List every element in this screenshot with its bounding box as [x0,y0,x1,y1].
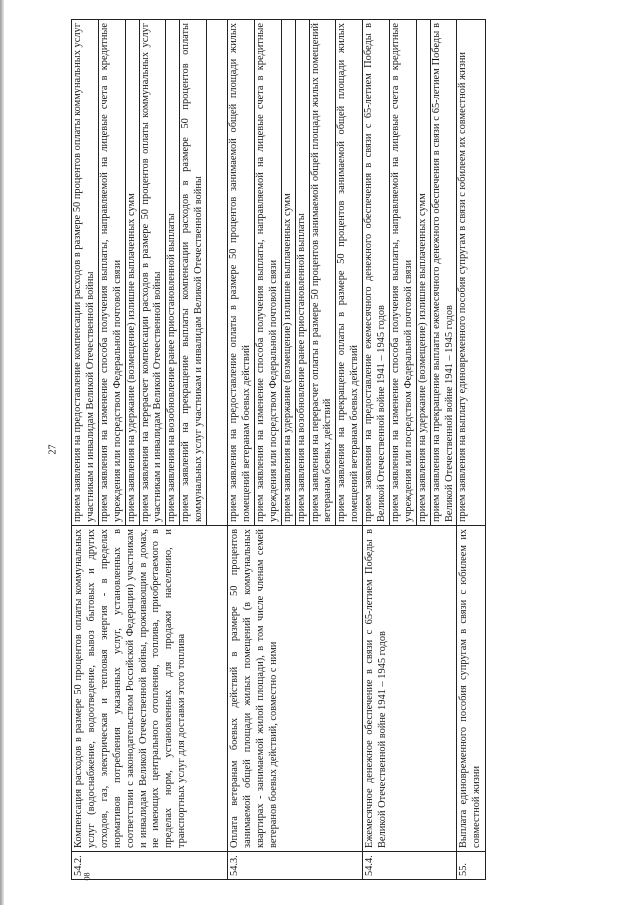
services-table-body [72,20,486,880]
procedure-item: прием заявления на прекращение выплаты ежемесячного денежного обеспечения в связи с 65-летием Победы в Великой Отечественной войне 1941 – 1945 годов [430,23,455,522]
table-row [72,20,228,880]
procedure-item: прием заявления на предоставление оплаты в размере 50 процентов занимаемой общей площади жилых помещений ветеранам боевых действий [228,20,255,525]
procedures-cell [363,20,457,526]
procedures-cell [457,20,486,526]
scan-edge [0,0,4,905]
row-number: 54.4. [363,852,457,880]
procedure-item: прием заявления на выплату единовременного пособия супругам в связи с юбилеем их совместной жизни [457,52,469,522]
service-name: Компенсация расходов в размере 50 процентов оплаты коммунальных услуг (водоснабжение, водоотведение, вывоз бытовых и других отходов, газ, электрическая и тепловая энергия - в пределах нормативов потребления указанных услуг, установленных в соответствии с законодательством Российской Федерации) участникам и инвалидам Великой Отечественной войны, проживающим в домах, не имеющих центрального отопления, топлива, приобретаемого в пределах норм, установленных для продажи населению, и транспортных услуг для доставки этого топлива [72,526,228,852]
blank-space [207,20,227,525]
row-number: 55. [457,852,486,880]
procedures-cell [72,20,228,526]
procedure-item: прием заявления на предоставление ежемесячного денежного обеспечения в связи с 65-летием Победы в Великой Отечественной войне 1941 – 1945 годов [363,20,390,525]
service-name: Оплата ветеранам боевых действий в размере 50 процентов занимаемой общей площади жилых помещений (в коммунальных квартирах - занимаемой жилой площади), в том числе членам семей ветеранов боевых действий, совместно с ними [228,526,363,852]
table-row [457,20,486,880]
procedure-item: прием заявления на удержание (возмещение) излишне выплаченных сумм [282,20,296,525]
procedure-item: прием заявления на изменение способа получения выплаты, направляемой на лицевые счета в кредитные учреждения или посредством Федеральной почтовой связи [255,20,282,525]
procedure-item: прием заявления на удержание (возмещение) излишне выплаченных сумм [417,20,431,525]
procedure-item: прием заявления на возобновление ранее приостановленной выплаты [166,20,180,525]
page-number: 27 [47,444,59,455]
procedure-item: прием заявления на изменение способа получения выплаты, направляемой на лицевые счета в кредитные учреждения или посредством Федеральной почтовой связи [390,20,417,525]
table-row [228,20,363,880]
footer-mark: 08 [82,872,92,881]
procedure-item: прием заявления на перерасчет оплаты в размере 50 процентов занимаемой общей площади жилых помещений ветеранам боевых действий [310,20,337,525]
procedure-item: прием заявлений на прекращение выплаты компенсации расходов в размере 50 процентов оплаты коммунальных услуг участникам и инвалидам Великой Отечественной войны [180,20,207,525]
row-number: 54.3. [228,852,363,880]
service-name: Ежемесячное денежное обеспечение в связи с 65-летием Победы в Великой Отечественной войне 1941 – 1945 годов [363,526,457,852]
procedure-item: прием заявления на удержание (возмещение) излишне выплаченных сумм [126,20,140,525]
procedures-cell [228,20,363,526]
rotated-page [71,20,571,880]
procedure-item: прием заявления на прекращение оплаты в размере 50 процентов занимаемой общей площади жилых помещений ветеранам боевых действий [336,23,361,522]
table-row [363,20,457,880]
procedure-item: прием заявления на изменение способа получения выплаты, направляемой на лицевые счета в кредитные учреждения или посредством Федеральной почтовой связи [99,20,126,525]
procedure-item: прием заявления на предоставление компенсации расходов в размере 50 процентов оплаты коммунальных услуг участникам и инвалидам Великой Отечественной войны [72,20,99,525]
service-name: Выплата единовременного пособия супругам в связи с юбилеем их совместной жизни [457,526,486,852]
services-table [71,19,486,880]
procedure-item: прием заявления на возобновление ранее приостановленной выплаты [296,20,310,525]
procedure-item: прием заявления на перерасчет компенсации расходов в размере 50 процентов оплаты коммунальных услуг участникам и инвалидам Великой Отечественной войны [140,20,167,525]
row-number: 54.2. [72,852,228,880]
